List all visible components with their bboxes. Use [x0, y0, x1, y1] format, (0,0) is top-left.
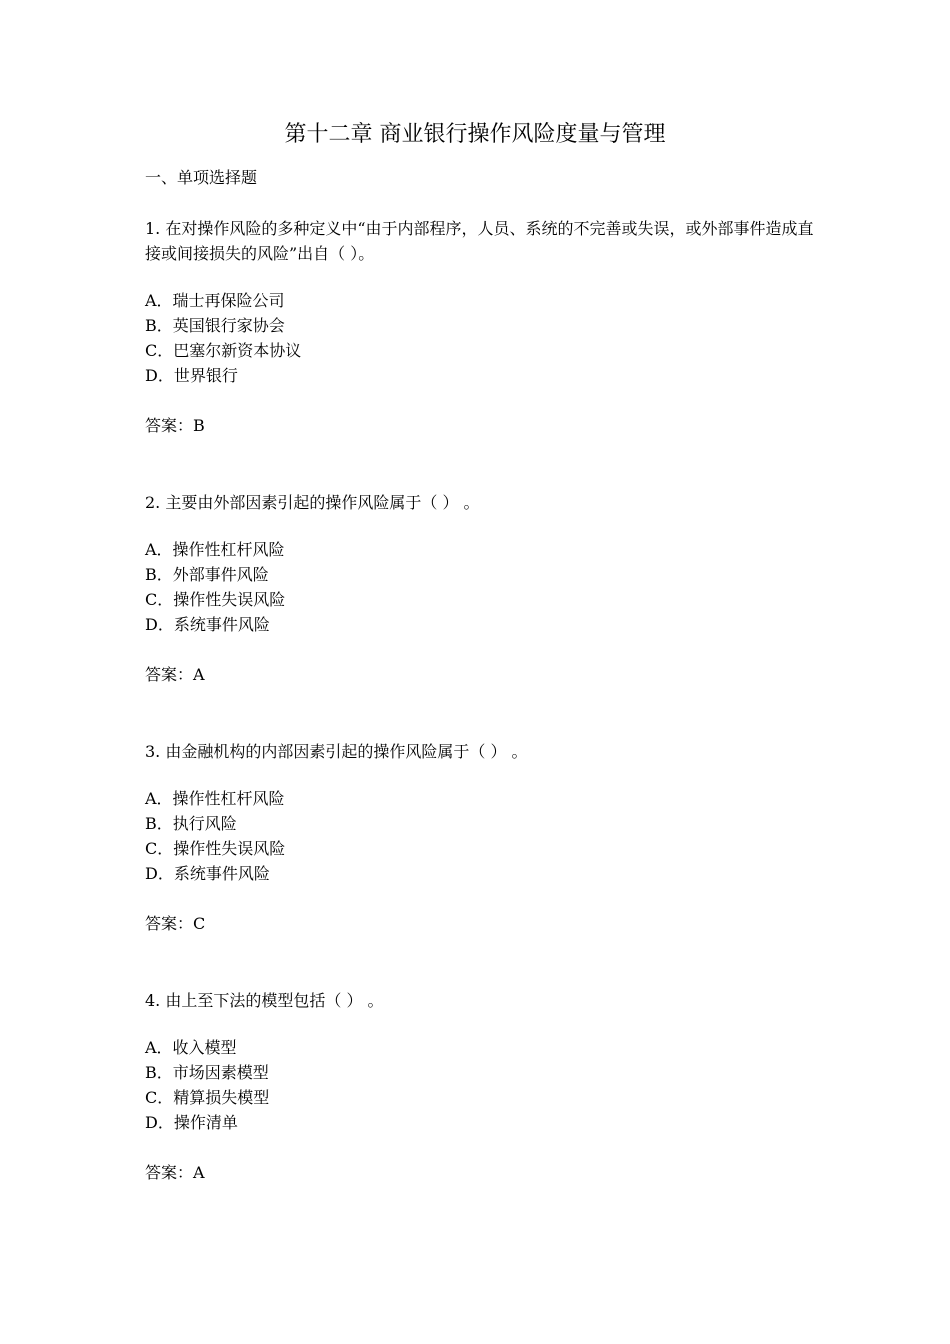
option-b: B．执行风险 [145, 814, 237, 833]
option-a: A．操作性杠杆风险 [145, 540, 285, 559]
option-list [145, 786, 815, 886]
option-c: C．巴塞尔新资本协议 [145, 341, 302, 360]
option-a: A．收入模型 [145, 1038, 237, 1057]
question-3 [145, 739, 815, 936]
answer: 答案：C [145, 914, 206, 933]
option-list [145, 288, 815, 388]
section-heading: 一、单项选择题 [145, 168, 258, 187]
question-4 [145, 988, 815, 1185]
option-d: D．系统事件风险 [145, 864, 270, 883]
option-d: D．系统事件风险 [145, 615, 270, 634]
option-b: B．外部事件风险 [145, 565, 269, 584]
question-text: 2. 主要由外部因素引起的操作风险属于（ ） 。 [145, 493, 480, 512]
option-list [145, 1035, 815, 1135]
question-text: 4. 由上至下法的模型包括（ ） 。 [145, 991, 384, 1010]
option-d: D．操作清单 [145, 1113, 238, 1132]
answer: 答案：B [145, 416, 205, 435]
option-c: C．精算损失模型 [145, 1088, 270, 1107]
option-list [145, 537, 815, 637]
question-2 [145, 490, 815, 687]
option-a: A．操作性杠杆风险 [145, 789, 285, 808]
answer: 答案：A [145, 1163, 205, 1182]
option-b: B．市场因素模型 [145, 1063, 269, 1082]
option-c: C．操作性失误风险 [145, 590, 286, 609]
answer: 答案：A [145, 665, 205, 684]
option-c: C．操作性失误风险 [145, 839, 286, 858]
question-text: 3. 由金融机构的内部因素引起的操作风险属于（ ） 。 [145, 742, 528, 761]
question-text: 1. 在对操作风险的多种定义中“由于内部程序，人员、系统的不完善或失误，或外部事件造成直接或间接损失的风险”出自（ ）。 [145, 219, 814, 263]
option-a: A．瑞士再保险公司 [145, 291, 285, 310]
chapter-title: 第十二章 商业银行操作风险度量与管理 [284, 122, 666, 147]
option-d: D．世界银行 [145, 366, 238, 385]
question-1 [145, 216, 815, 438]
option-b: B．英国银行家协会 [145, 316, 285, 335]
